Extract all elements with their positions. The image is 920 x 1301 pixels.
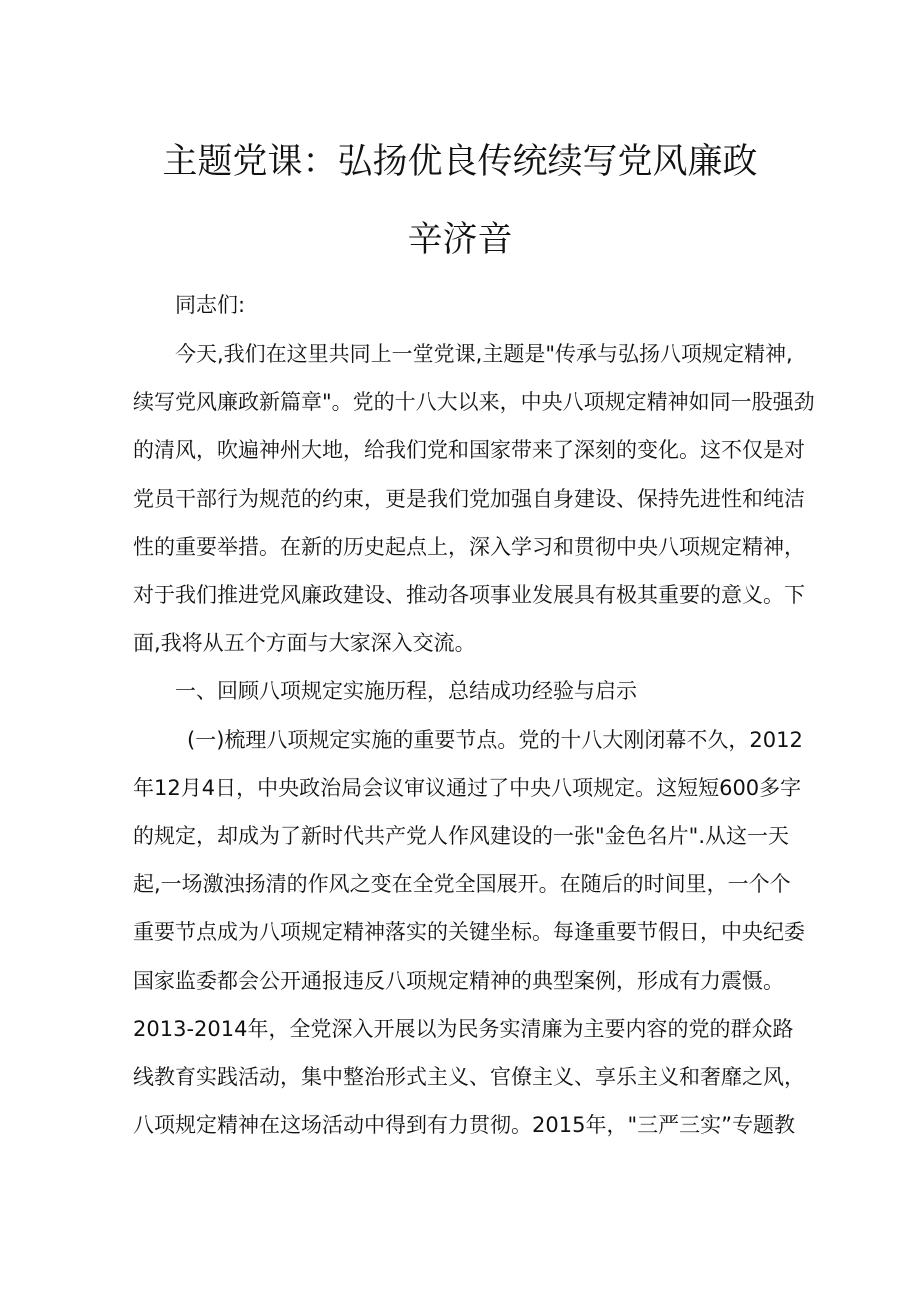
paragraph-line: 年12月4日，中央政治局会议审议通过了中央八项规定。这短短600多字 xyxy=(133,776,802,800)
paragraph-line: 线教育实践活动，集中整治形式主义、官僚主义、享乐主义和奢靡之风， xyxy=(133,1065,805,1089)
paragraph-line: 党员干部行为规范的约束，更是我们党加强自身建设、保持先进性和纯洁 xyxy=(133,487,805,511)
paragraph-line: 续写党风廉政新篇章"。党的十八大以来，中央八项规定精神如同一股强劲 xyxy=(133,390,815,414)
document-title-line-1: 主题党课：弘扬优良传统续写党风廉政 xyxy=(162,142,758,182)
paragraph-line: 面,我将从五个方面与大家深入交流。 xyxy=(133,631,476,655)
greeting: 同志们: xyxy=(175,293,246,317)
paragraph-line: 国家监委都会公开通报违反八项规定精神的典型案例，形成有力震慑。 xyxy=(133,969,784,993)
paragraph-line: 重要节点成为八项规定精神落实的关键坐标。每逢重要节假日，中央纪委 xyxy=(133,920,805,944)
document-title-line-2: 辛济音 xyxy=(407,220,513,260)
paragraph-line: 今天,我们在这里共同上一堂党课,主题是"传承与弘扬八项规定精神, xyxy=(175,342,793,366)
paragraph-line: 八项规定精神在这场活动中得到有力贯彻。2015年，"三严三实”专题教 xyxy=(133,1113,795,1137)
paragraph-line: 起,一场激浊扬清的作风之变在全党全国展开。在随后的时间里，一个个 xyxy=(133,872,791,896)
section-heading: 一、回顾八项规定实施历程，总结成功经验与启示 xyxy=(175,679,637,703)
paragraph-line: 的规定，却成为了新时代共产党人作风建设的一张"金色名片".从这一天 xyxy=(133,824,789,848)
paragraph-line: (一)梳理八项规定实施的重要节点。党的十八大刚闭幕不久，2012 xyxy=(187,728,803,752)
paragraph-line: 对于我们推进党风廉政建设、推动各项事业发展具有极其重要的意义。下 xyxy=(133,583,805,607)
paragraph-line: 的清风，吹遍神州大地，给我们党和国家带来了深刻的变化。这不仅是对 xyxy=(133,438,805,462)
paragraph-line: 性的重要举措。在新的历史起点上，深入学习和贯彻中央八项规定精神， xyxy=(133,535,805,559)
paragraph-line: 2013-2014年，全党深入开展以为民务实清廉为主要内容的党的群众路 xyxy=(133,1017,794,1041)
